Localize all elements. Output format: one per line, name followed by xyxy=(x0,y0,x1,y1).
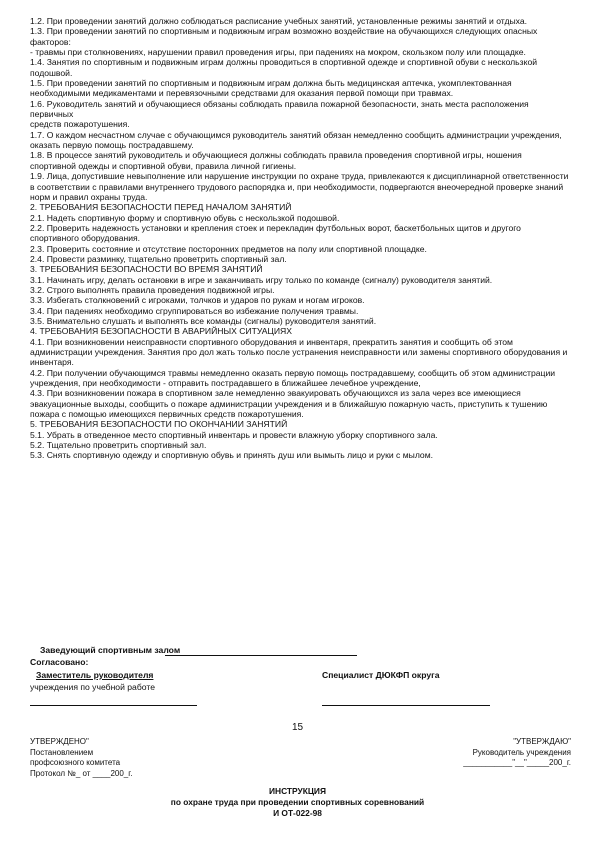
agreed-label: Согласовано: xyxy=(30,657,89,667)
title-line: И ОТ-022-98 xyxy=(273,808,322,818)
paragraph: 2.3. Проверить состояние и отсутствие посторонних предметов на полу или спортивной площадке. xyxy=(30,243,427,254)
paragraph: 3.2. Строго выполнять правила проведения подвижной игры. xyxy=(30,284,275,295)
specialist-label: Специалист ДЮКФП округа xyxy=(322,670,440,680)
signature-line xyxy=(165,655,357,656)
paragraph: 2.4. Провести разминку, тщательно проветрить спортивный зал. xyxy=(30,253,287,264)
paragraph: 3.5. Внимательно слушать и выполнять все команды (сигналы) руководителя занятий. xyxy=(30,315,377,326)
paragraph: 1.6. Руководитель занятий и обучающиеся обязаны соблюдать правила пожарной безопасности, знать места расположения первичных xyxy=(30,98,529,120)
instruction-body xyxy=(30,16,570,461)
paragraph: 1.8. В процессе занятий руководитель и обучающиеся должны соблюдать правила проведения спортивной игры, ношения спортивной одежды и спортивной обуви, правила личной гигиены. xyxy=(30,150,522,171)
title-line: по охране труда при проведении спортивных соревнований xyxy=(170,797,425,807)
paragraph: 4.2. При получении обучающимся травмы немедленно оказать первую помощь пострадавшему, сообщить об этом администрации учреждения, при необходимости - отправить пострадавшего в ближайшее лечебное учреждение, xyxy=(30,367,556,389)
paragraph: 2.1. Надеть спортивную форму и спортивную обувь с нескользкой подошвой. xyxy=(30,212,340,223)
paragraph: 1.3. При проведении занятий по спортивным и подвижным играм возможно воздействие на обучающихся следующих опасных факторов: xyxy=(30,26,538,47)
paragraph: 1.9. Лица, допустившие невыполнение или нарушение инструкции по охране труда, привлекаются к дисциплинарной ответственности в соответствии с правилами внутреннего трудового распорядка и, при необходимости, подвергаются внеочередной проверке знаний норм и правил охраны труда. xyxy=(30,171,569,202)
paragraph: 4.3. При возникновении пожара в спортивном зале немедленно эвакуировать обучающихся из зала через все имеющиеся эвакуационные выходы, сообщить о пожаре администрации учреждения и в ближайшую пожарную часть, приступить к тушению пожара с помощью имеющихся первичных средств пожаротушения. xyxy=(30,388,548,420)
section-heading: 5. ТРЕБОВАНИЯ БЕЗОПАСНОСТИ ПО ОКОНЧАНИИ ЗАНЯТИЙ xyxy=(30,419,288,430)
paragraph: 3.3. Избегать столкновений с игроками, толчков и ударов по рукам и ногам игроков. xyxy=(30,295,365,306)
approved-line: Постановлением xyxy=(30,747,94,757)
confirm-line: "УТВЕРЖДАЮ" xyxy=(513,737,571,746)
signature-line xyxy=(30,705,197,706)
section-heading: 2. ТРЕБОВАНИЯ БЕЗОПАСНОСТИ ПЕРЕД НАЧАЛОМ ЗАНЯТИЙ xyxy=(30,202,292,213)
paragraph: 3.4. При падениях необходимо сгруппироваться во избежание получения травмы. xyxy=(30,305,359,316)
paragraph: 1.4. Занятия по спортивным и подвижным играм должны проводиться в спортивной одежде и спортивной обуви с нескользкой подошвой. xyxy=(30,57,538,78)
section-heading: 4. ТРЕБОВАНИЯ БЕЗОПАСНОСТИ В АВАРИЙНЫХ СИТУАЦИЯХ xyxy=(30,326,292,337)
paragraph: 5.2. Тщательно проветрить спортивный зал. xyxy=(30,440,207,451)
confirm-line: Руководитель учреждения xyxy=(472,747,571,757)
confirm-line: ___________"__"_____200_г. xyxy=(463,758,571,767)
paragraph: 1.5. При проведении занятий по спортивным и подвижным играм должна быть медицинская аптечка, укомплектованная необходимыми медикаментами и перевязочными средствами для оказания первой помощи при травмах. xyxy=(30,78,512,99)
signature-line xyxy=(322,705,490,706)
instruction-title xyxy=(0,786,595,819)
approved-line: профсоюзного комитета xyxy=(30,758,121,767)
paragraph: 4.1. При возникновении неисправности спортивного оборудования и инвентаря, прекратить занятия и сообщить об этом администрации учреждения. Занятия про дол жать только после устранения неисправности или замены спортивного оборудования и инвентаря. xyxy=(30,336,568,368)
deputy-label: Заместитель руководителя xyxy=(36,670,154,680)
approved-line: Протокол №_ от ____200_г. xyxy=(30,768,133,778)
page-number: 15 xyxy=(291,722,304,733)
approved-block xyxy=(30,737,132,779)
paragraph: - травмы при столкновениях, нарушении правил проведения игры, при падениях на мокром, скользком полу или площадке. xyxy=(30,47,526,58)
paragraph: 5.3. Снять спортивную одежду и спортивную обувь и принять душ или вымыть лицо и руки с мылом. xyxy=(30,450,434,461)
paragraph: 2.2. Проверить надежность установки и крепления стоек и перекладин футбольных ворот, баскетбольных щитов и другого спортивного оборудования. xyxy=(30,222,521,244)
paragraph: 3.1. Начинать игру, делать остановки в игре и заканчивать игру только по команде (сигналу) руководителя занятий. xyxy=(30,274,493,285)
deputy-sub-label: учреждения по учебной работе xyxy=(30,682,155,692)
paragraph: 5.1. Убрать в отведенное место спортивный инвентарь и провести влажную уборку спортивного зала. xyxy=(30,429,438,440)
confirm-block xyxy=(463,737,571,769)
section-heading: 3. ТРЕБОВАНИЯ БЕЗОПАСНОСТИ ВО ВРЕМЯ ЗАНЯТИЙ xyxy=(30,264,263,275)
title-line: ИНСТРУКЦИЯ xyxy=(269,786,326,796)
paragraph: 1.7. О каждом несчастном случае с обучающимся руководитель занятий обязан немедленно сообщить администрации учреждения, оказать первую помощь пострадавшему. xyxy=(30,129,562,151)
head-of-hall-label: Заведующий спортивным залом xyxy=(40,645,181,655)
paragraph: 1.2. При проведении занятий должно соблюдаться расписание учебных занятий, установленные режимы занятий и отдыха. xyxy=(30,16,527,26)
paragraph: средств пожаротушения. xyxy=(30,119,130,130)
approved-line: УТВЕРЖДЕНО" xyxy=(30,737,89,746)
